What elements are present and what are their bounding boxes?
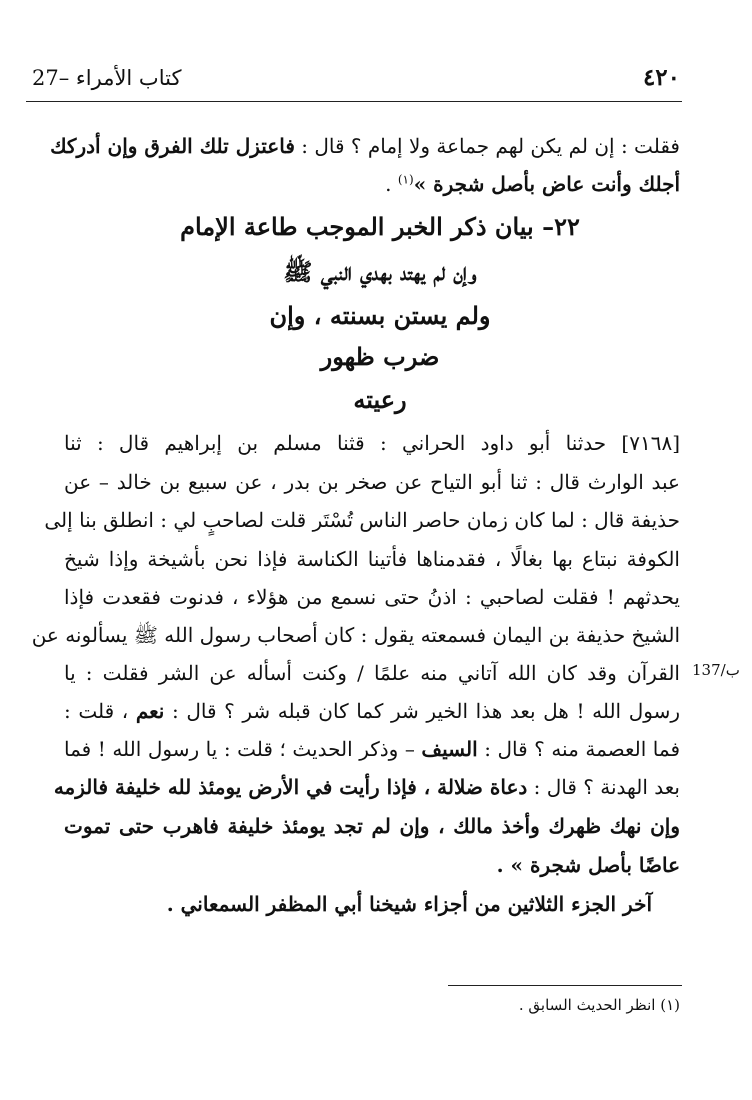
section-heading-line-2: وإن لم يهتد بهدي النبي ﷺ (283, 257, 477, 286)
page-number: ٤٢٠ (642, 64, 680, 91)
text-segment: – وذكر الحديث ؛ قلت : يا رسول الله ! فما (64, 737, 415, 761)
section-heading-line-5: رعيته (353, 385, 407, 414)
bold-segment: نعم (135, 699, 165, 723)
hadith-line-4: الكوفة نبتاع بها بغالًا ، فقدمناها فأتينا الكناسة فإذا نحن بأشيخة وإذا شيخ (64, 547, 680, 571)
section-heading-line-4: ضرب ظهور (320, 342, 440, 371)
closing-line: آخر الجزء الثلاثين من أجزاء شيخنا أبي المظفر السمعاني . (166, 892, 652, 916)
text-line-2 (64, 172, 680, 196)
text-segment: ، قلت : (64, 699, 129, 723)
hadith-line-9 (64, 737, 680, 761)
hadith-line-8 (64, 699, 680, 723)
footnote-divider (448, 985, 682, 986)
hadith-line-7: القرآن وقد كان الله آتاني منه علمًا / وكنت أسأله عن الشر فقلت : يا (64, 661, 680, 685)
section-heading-line-1: ٢٢– بيان ذكر الخبر الموجب طاعة الإمام (180, 212, 580, 241)
footnote-ref: (١) (397, 172, 414, 187)
footnote: (١) انظر الحديث السابق . (518, 996, 680, 1014)
text-segment: . (385, 172, 398, 196)
hadith-line-6: الشيخ حذيفة بن اليمان فسمعته يقول : كان أصحاب رسول الله ﷺ يسألونه عن (31, 623, 680, 647)
bold-segment: السيف (421, 737, 478, 761)
hadith-line-3: حذيفة قال : لما كان زمان حاصر الناس تُسْتَر قلت لصاحبٍ لي : انطلق بنا إلى (44, 508, 680, 532)
text-segment: أجلك وأنت عاض بأصل شجرة » (413, 172, 680, 196)
text-segment: بعد الهدنة ؟ قال : (533, 775, 680, 799)
header-divider (26, 101, 682, 102)
hadith-line-5: يحدثهم ! فقلت لصاحبي : اذنُ حتى نسمع من هؤلاء ، فدنوت فقعدت فإذا (64, 585, 680, 609)
hadith-line-2: عبد الوارث قال : ثنا أبو التياح عن صخر بن بدر ، عن سبيع بن خالد – عن (64, 470, 680, 494)
text-line-1 (50, 134, 680, 158)
manuscript-folio-note: 137/ب (692, 661, 740, 679)
hadith-line-12: عاضًا بأصل شجرة » . (496, 853, 680, 877)
section-heading-line-3: ولم يستن بسنته ، وإن (269, 301, 491, 330)
hadith-line-1: [٧١٦٨] حدثنا أبو داود الحراني : قثنا مسلم بن إبراهيم قال : ثنا (64, 431, 680, 455)
bold-segment: فاعتزل تلك الفرق وإن أدركك (50, 134, 295, 158)
text-segment: رسول الله ! هل بعد هذا الخير شر كما كان قبله شر ؟ قال : (171, 699, 680, 723)
hadith-line-11: وإن نهك ظهرك وأخذ مالك ، وإن لم تجد يومئذ خليفة فاهرب حتى تموت (64, 814, 680, 838)
text-segment: فقلت : إن لم يكن لهم جماعة ولا إمام ؟ قال : (301, 134, 680, 158)
text-segment: فما العصمة منه ؟ قال : (484, 737, 681, 761)
chapter-title: 27– كتاب الأمراء (32, 66, 182, 90)
bold-segment: دعاة ضلالة ، فإذا رأيت في الأرض يومئذ لله خليفة فالزمه (53, 775, 528, 799)
hadith-line-10 (53, 775, 680, 799)
